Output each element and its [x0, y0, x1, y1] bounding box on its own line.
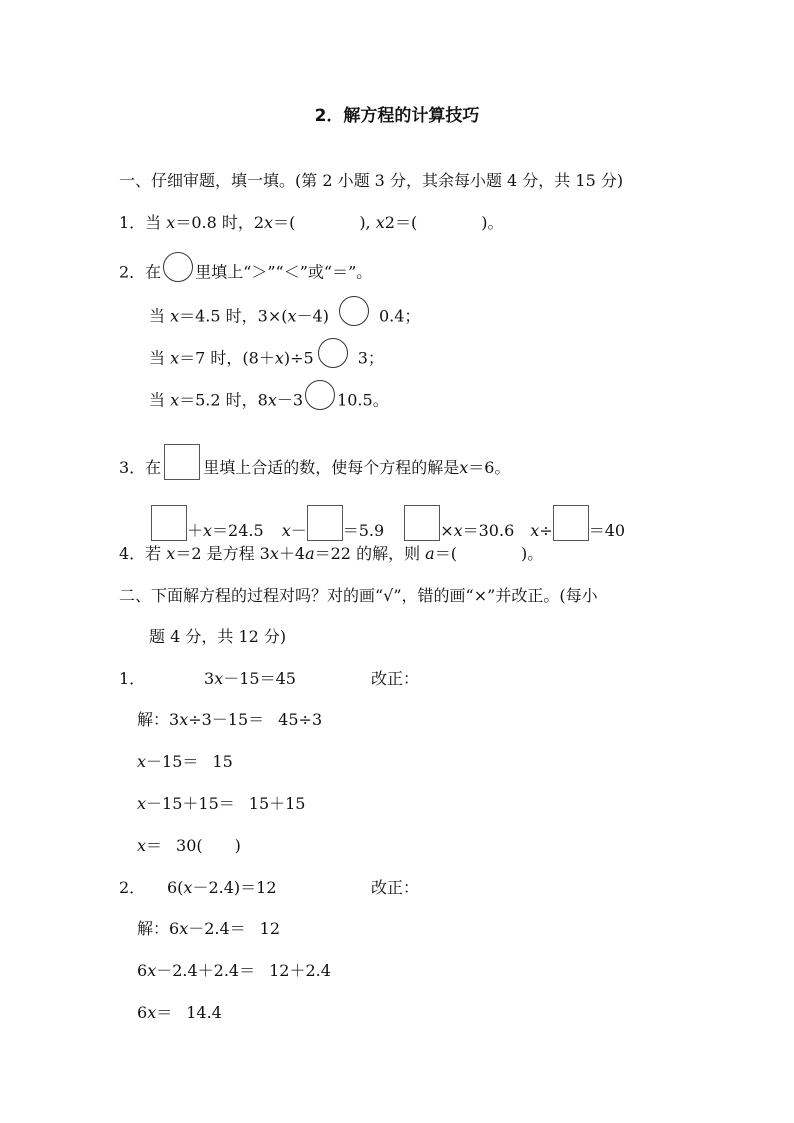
square-blank-icon — [164, 444, 200, 480]
question-4: 4．若 x＝2 是方程 3x＋4a＝22 的解，则 a＝( )。 — [119, 544, 544, 563]
problem-1-step-3: x－15＋15＝ 15＋15 — [137, 794, 306, 813]
problem-2-step-3: 6x＝ 14.4 — [137, 1003, 222, 1022]
problem-2-step-2: 6x－2.4＋2.4＝ 12＋2.4 — [137, 961, 331, 980]
question-2: 2．在 里填上“＞”“＜”或“＝”。 — [119, 258, 372, 288]
problem-2-number: 2． — [119, 878, 146, 897]
circle-blank-icon — [163, 252, 193, 282]
question-2-line-3: 当 x＝5.2 时，8x－3 10.5。 — [149, 386, 389, 416]
fill-box-1[interactable] — [151, 505, 187, 541]
question-3-equations: ＋x＝24.5 x－ ＝5.9 ×x＝30.6 x÷ ＝40 — [151, 505, 625, 541]
page-title: 2．解方程的计算技巧 — [314, 106, 480, 126]
compare-circle-1[interactable] — [339, 296, 369, 326]
fill-box-3[interactable] — [404, 505, 440, 541]
fill-box-4[interactable] — [553, 505, 589, 541]
problem-2-fix-label: 改正： — [371, 878, 420, 897]
problem-2-step-1: 解：6x－2.4＝ 12 — [137, 919, 281, 938]
problem-1-step-4: x＝ 30( ) — [137, 836, 241, 855]
question-2-line-2: 当 x＝7 时，(8＋x)÷5 3； — [149, 344, 384, 374]
section2-heading: 二、下面解方程的过程对吗？对的画“√”，错的画“×”并改正。(每小 — [119, 586, 598, 605]
compare-circle-2[interactable] — [318, 338, 348, 368]
problem-1-step-1: 解：3x÷3－15＝ 45÷3 — [137, 710, 323, 729]
problem-1-number: 1． — [119, 669, 146, 688]
question-2-line-1: 当 x＝4.5 时，3×(x－4) 0.4； — [149, 302, 420, 332]
problem-1-step-2: x－15＝ 15 — [137, 752, 233, 771]
question-3: 3．在 里填上合适的数，使每个方程的解是x＝6。 — [119, 442, 510, 478]
section1-heading: 一、仔细审题，填一填。(第 2 小题 3 分，其余每小题 4 分，共 15 分) — [119, 171, 624, 190]
problem-1-equation: 3x－15＝45 — [204, 669, 296, 688]
section2-heading-cont: 题 4 分，共 12 分) — [149, 627, 287, 646]
problem-2-equation: 6(x－2.4)＝12 — [167, 878, 277, 897]
compare-circle-3[interactable] — [305, 380, 335, 410]
question-1: 1．当 x＝0.8 时，2x＝( ), x2＝( )。 — [119, 213, 504, 232]
fill-box-2[interactable] — [307, 505, 343, 541]
problem-1-fix-label: 改正： — [371, 669, 420, 688]
